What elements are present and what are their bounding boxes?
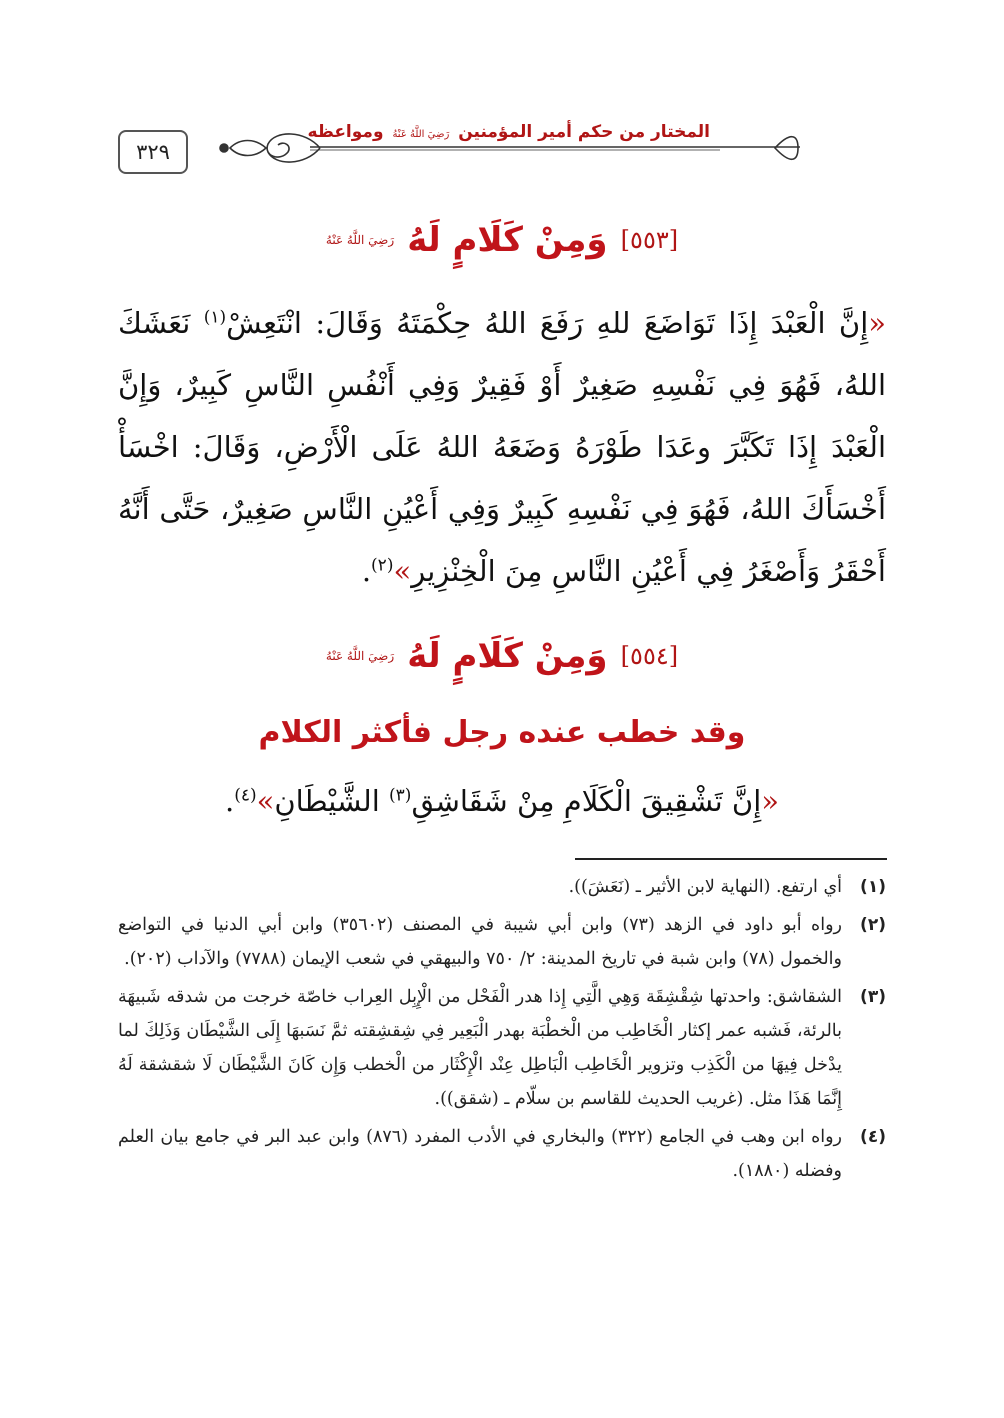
footnote-separator	[575, 858, 887, 860]
footnote-number: (٤)	[860, 1127, 886, 1147]
saying-text-part-b: الشَّيْطَانِ	[274, 784, 380, 818]
footnote-text: الشقاشق: واحدتها شِقْشِقَة وَهِي الَّتِي إِذا هدر الْفَحْل من الْإِبِل العِراب خاصّة خرجت من شدقه شَبيهَة بالرئة، فَشبه عمر إكثار الْخَاطِب من الْخطْبَة بهدر الْبَعِير فِي شِقشِقته ثمَّ نَسَبهَا إِلَى الشَّيْطَان وَذَلِكَ لما يدْخل فِيهَا من الْكَذِب وتزوير الْخَاطِب الْبَاطِل عِنْد الْإِكْثَار من الْخطب وَإِن كَانَ الشَّيْطَان لَا شقشقة لَهُ إِنَّمَا هَذَا مثل. (غريب الحديث للقاسم بن سلّام ـ (شقق)).	[118, 987, 842, 1109]
sentence-end: .	[224, 784, 235, 818]
footnote-ref-4[interactable]: (٤)	[234, 785, 257, 806]
section-heading-553	[120, 220, 884, 260]
footnote-ref-1[interactable]: (١)	[203, 307, 227, 328]
close-quote: »	[393, 554, 412, 588]
footnote-4	[118, 1120, 886, 1188]
footnote-ref-3[interactable]: (٣)	[389, 785, 412, 806]
running-header	[200, 112, 800, 182]
footnote-3	[118, 980, 886, 1116]
header-title-suffix: ومواعظه	[307, 122, 384, 142]
footnote-ref-2[interactable]: (٢)	[371, 555, 394, 576]
running-header-title	[307, 122, 710, 142]
section-number: [٥٥٤]	[620, 642, 679, 670]
section-honorific: رَضِيَ اللَّهُ عَنْهُ	[325, 649, 395, 663]
sentence-end: .	[361, 554, 372, 588]
saying-text-part-a: إِنَّ تَشْقِيقَ الْكَلَامِ مِنْ شَقَاشِقِ	[411, 784, 762, 818]
footnote-text: رواه ابن وهب في الجامع (٣٢٢) والبخاري في الأدب المفرد (٨٧٦) وابن عبد البر في جامع بيان العلم وفضله (١٨٨٠).	[118, 1127, 842, 1181]
saying-text-part-b: نَعَشَكَ اللهُ، فَهُوَ فِي نَفْسِهِ صَغِيرٌ أَوْ فَقِيرٌ وَفِي أَنْفُسِ النَّاسِ كَبِيرٌ، وَإِنَّ الْعَبْدَ إِذَا تَكَبَّرَ وعَدَا طَوْرَهُ وَضَعَهُ اللهُ عَلَى الْأَرْضِ، وَقَالَ: اخْسَأْ أَخْسَأَكَ اللهُ، فَهُوَ فِي نَفْسِهِ كَبِيرٌ وَفِي أَعْيُنِ النَّاسِ صَغِيرٌ، حَتَّى أَنَّهُ أَحْقَرُ وَأَصْغَرُ فِي أَعْيُنِ النَّاسِ مِنَ الْخِنْزِيرِ	[118, 306, 886, 588]
saying-554-text	[118, 770, 886, 832]
section-subheading: وقد خطب عنده رجل فأكثر الكلام	[258, 715, 746, 750]
footnote-2	[118, 908, 886, 976]
footnote-1	[118, 870, 886, 904]
saying-553-text	[118, 292, 886, 602]
header-honorific: رَضِيَ اللَّهُ عَنْهُ	[392, 129, 450, 140]
section-number: [٥٥٣]	[620, 226, 679, 254]
saying-text-part-a: إِنَّ الْعَبْدَ إِذَا تَوَاضَعَ للهِ رَفَعَ اللهُ حِكْمَتَهُ وَقَالَ: انْتَعِشْ	[226, 306, 869, 340]
header-title-text: المختار من حكم أمير المؤمنين	[458, 122, 710, 142]
footnote-text: أي ارتفع. (النهاية لابن الأثير ـ (نَعَشَ)).	[568, 877, 842, 897]
footnote-number: (١)	[860, 877, 886, 897]
page-number: ٣٢٩	[118, 130, 188, 174]
open-quote: «	[761, 784, 780, 818]
footnote-number: (٣)	[860, 987, 886, 1007]
open-quote: «	[868, 306, 887, 340]
footnote-number: (٢)	[860, 915, 886, 935]
section-honorific: رَضِيَ اللَّهُ عَنْهُ	[325, 233, 395, 247]
section-heading-554	[120, 636, 884, 676]
footnotes	[118, 870, 886, 1192]
section-title: وَمِنْ كَلَامٍ لَهُ	[407, 220, 608, 260]
section-title: وَمِنْ كَلَامٍ لَهُ	[407, 636, 608, 676]
close-quote: »	[256, 784, 275, 818]
footnote-text: رواه أبو داود في الزهد (٧٣) وابن أبي شيبة في المصنف (٣٥٦٠٢) وابن أبي الدنيا في التواضع والخمول (٧٨) وابن شبة في تاريخ المدينة: ٢/ ٧٥٠ والبيهقي في شعب الإيمان (٧٧٨٨) والآداب (٢٠٢).	[118, 915, 842, 969]
